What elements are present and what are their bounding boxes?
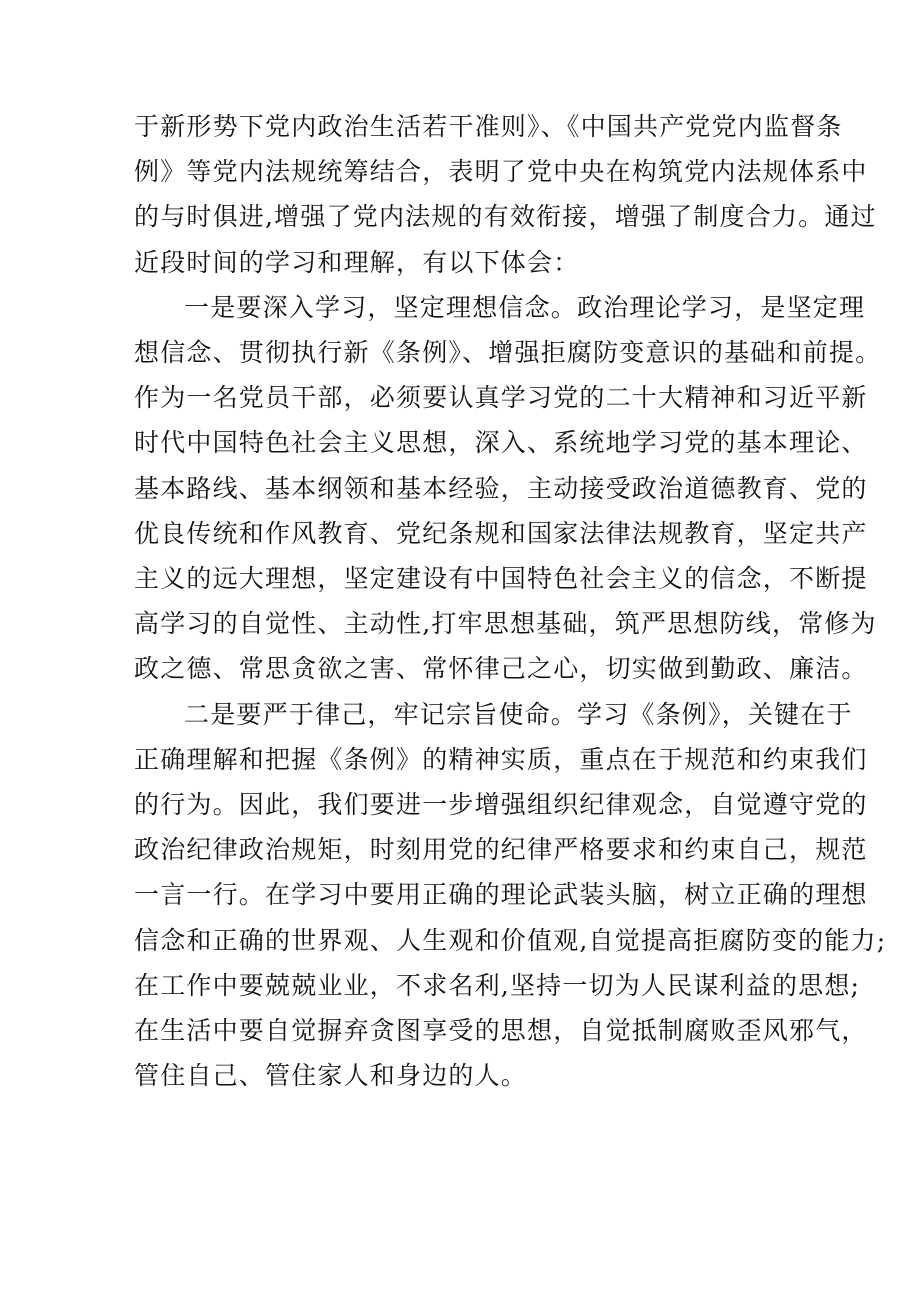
text-line: 一是要深入学习，坚定理想信念。政治理论学习，是坚定理 [184,292,866,322]
text-line: 时代中国特色社会主义思想，深入、系统地学习党的基本理论、 [134,428,868,458]
document-body [134,104,887,1098]
text-line: 基本路线、基本纲领和基本经验，主动接受政治道德教育、党的 [134,473,868,503]
text-line: 想信念、贯彻执行新《条例》、增强拒腐防变意识的基础和前提。 [134,338,882,368]
text-line: 一言一行。在学习中要用正确的理论武装头脑，树立正确的理想 [134,880,868,910]
text-line: 管住自己、管住家人和身边的人。 [134,1061,528,1091]
text-line: 政治纪律政治规矩，时刻用党的纪律严格要求和约束自己，规范 [134,835,868,865]
text-line: 优良传统和作风教育、党纪条规和国家法律法规教育，坚定共产 [134,518,868,548]
text-line: 主义的远大理想，坚定建设有中国特色社会主义的信念，不断提 [134,564,868,594]
text-line: 作为一名党员干部，必须要认真学习党的二十大精神和习近平新 [134,383,868,413]
text-line: 例》等党内法规统筹结合，表明了党中央在构筑党内法规体系中 [134,157,868,187]
text-line: 信念和正确的世界观、人生观和价值观,自觉提高拒腐防变的能力; [134,925,887,955]
text-line: 二是要严于律己，牢记宗旨使命。学习《条例》，关键在于 [184,699,853,729]
text-line: 的与时俱进,增强了党内法规的有效衔接，增强了制度合力。通过 [134,202,877,232]
paragraph-point-two [134,692,887,1099]
paragraph-intro [134,104,877,285]
text-line: 在生活中要自觉摒弃贪图享受的思想，自觉抵制腐败歪风邪气， [134,1016,868,1046]
text-line: 的行为。因此，我们要进一步增强组织纪律观念，自觉遵守党的 [134,790,868,820]
text-line: 政之德、常思贪欲之害、常怀律己之心，切实做到勤政、廉洁。 [134,654,868,684]
text-line: 近段时间的学习和理解，有以下体会： [134,247,580,277]
paragraph-point-one [134,285,882,692]
text-line: 在工作中要兢兢业业，不求名利,坚持一切为人民谋利益的思想; [134,970,861,1000]
text-line: 正确理解和把握《条例》的精神实质，重点在于规范和约束我们 [134,744,868,774]
text-line: 于新形势下党内政治生活若干准则》、《中国共产党党内监督条 [134,112,843,141]
text-line: 高学习的自觉性、主动性,打牢思想基础，筑严思想防线，常修为 [134,609,877,639]
